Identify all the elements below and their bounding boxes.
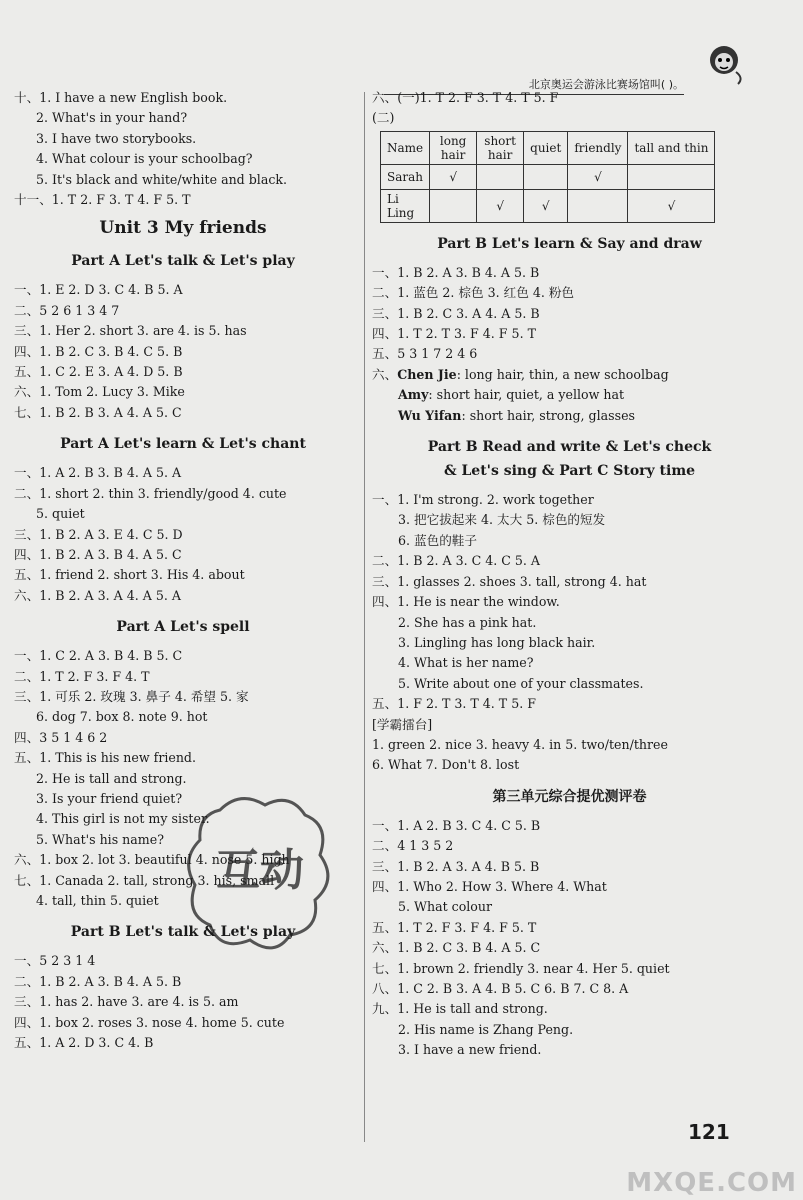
- answer-line: 五、1. C 2. E 3. A 4. D 5. B: [14, 364, 183, 380]
- answer-line: 4. tall, thin 5. quiet: [36, 893, 159, 908]
- section-answers: [372, 490, 767, 776]
- person-name: Chen Jie: [397, 366, 457, 382]
- table-header-cell: long hair: [430, 131, 477, 164]
- answer-line: 九、1. He is tall and strong.: [372, 1001, 548, 1017]
- section-title: Part A Let's spell: [116, 619, 250, 636]
- section-title: Part B Let's learn & Say and draw: [437, 235, 702, 252]
- answer-line: 3. Is your friend quiet?: [36, 790, 183, 806]
- answer-line: 二、4 1 3 5 2: [372, 838, 454, 854]
- table-header-cell: tall and thin: [628, 131, 715, 164]
- prev-unit-answers: [14, 88, 352, 210]
- table-cell: √: [628, 189, 715, 222]
- description-line: Wu Yifan: short hair, strong, glasses: [398, 407, 635, 423]
- answer-line: 一、1. B 2. A 3. B 4. A 5. B: [372, 264, 540, 280]
- answer-line: 七、1. brown 2. friendly 3. near 4. Her 5. quiet: [372, 960, 670, 976]
- answer-line: 三、1. glasses 2. shoes 3. tall, strong 4. hat: [372, 573, 647, 589]
- answer-line: 七、1. B 2. B 3. A 4. A 5. C: [14, 404, 182, 420]
- table-cell: √: [568, 164, 628, 189]
- table-cell: [628, 164, 715, 189]
- answer-line: 四、1. box 2. roses 3. nose 4. home 5. cute: [14, 1014, 285, 1030]
- table-cell: [477, 164, 524, 189]
- section-title: & Let's sing & Part C Story time: [443, 463, 696, 480]
- answer-line: 4. This girl is not my sister.: [36, 811, 210, 827]
- answer-line: 一、1. E 2. D 3. C 4. B 5. A: [14, 282, 183, 298]
- answer-line: (二): [372, 110, 395, 126]
- answer-line: 六、1. Tom 2. Lucy 3. Mike: [14, 384, 185, 400]
- section-title: Part A Let's talk & Let's play: [71, 253, 295, 270]
- answer-line: 四、1. B 2. C 3. B 4. C 5. B: [14, 343, 183, 359]
- description-line: 六、Chen Jie: long hair, thin, a new schoolbag: [372, 366, 669, 382]
- answer-line: 二、1. B 2. A 3. C 4. C 5. A: [372, 553, 541, 569]
- table-cell: [568, 189, 628, 222]
- stamp-text: 互动: [216, 845, 304, 896]
- answer-line: 六、1. B 2. A 3. A 4. A 5. A: [14, 587, 181, 603]
- answer-line: 十、1. I have a new English book.: [14, 90, 228, 105]
- table-row: [381, 189, 715, 222]
- table-cell: [524, 164, 568, 189]
- section-title: 第三单元综合提优测评卷: [492, 788, 647, 805]
- answer-line: 一、1. C 2. A 3. B 4. B 5. C: [14, 648, 183, 664]
- answer-line: 四、1. Who 2. How 3. Where 4. What: [372, 878, 607, 894]
- answer-line: 4. What is her name?: [398, 655, 534, 671]
- answer-line: 6. 蓝色的鞋子: [398, 532, 477, 548]
- monkey-icon: [688, 38, 744, 86]
- answer-line: 一、1. I'm strong. 2. work together: [372, 492, 594, 508]
- answer-line: 五、1. friend 2. short 3. His 4. about: [14, 567, 245, 583]
- table-cell: √: [477, 189, 524, 222]
- answer-line: 五、5 3 1 7 2 4 6: [372, 346, 478, 362]
- table-cell: √: [524, 189, 568, 222]
- answer-line: 一、1. A 2. B 3. B 4. A 5. A: [14, 465, 182, 481]
- table-header-cell: short hair: [477, 131, 524, 164]
- section-answers: [372, 816, 767, 1061]
- answer-line: 5. Write about one of your classmates.: [398, 675, 644, 691]
- section-answers: [14, 951, 352, 1053]
- header-question: 北京奥运会游泳比赛场馆叫( )。: [528, 78, 684, 91]
- answer-line: 四、3 5 1 4 6 2: [14, 729, 108, 745]
- answer-line: 二、1. T 2. F 3. F 4. T: [14, 668, 150, 684]
- person-name: Amy: [398, 387, 429, 403]
- section-title: Part A Let's learn & Let's chant: [60, 436, 306, 453]
- answer-line: 三、1. B 2. C 3. A 4. A 5. B: [372, 305, 540, 321]
- answer-line: 八、1. C 2. B 3. A 4. B 5. C 6. B 7. C 8. A: [372, 981, 629, 996]
- answer-line: 2. What's in your hand?: [36, 110, 188, 126]
- answer-line: 二、1. B 2. A 3. B 4. A 5. B: [14, 973, 182, 989]
- answer-line: 5. quiet: [36, 506, 85, 522]
- answer-line: 2. She has a pink hat.: [398, 614, 537, 630]
- table-header-cell: Name: [381, 131, 430, 164]
- answer-line: 一、1. A 2. B 3. C 4. C 5. B: [372, 817, 541, 833]
- answer-line: 三、1. has 2. have 3. are 4. is 5. am: [14, 994, 239, 1010]
- answer-line: 6. What 7. Don't 8. lost: [372, 757, 520, 773]
- answer-line: 二、1. short 2. thin 3. friendly/good 4. cute: [14, 485, 287, 501]
- answer-line: 3. I have a new friend.: [398, 1042, 542, 1058]
- answer-line: 三、1. 可乐 2. 玫瑰 3. 鼻子 4. 希望 5. 家: [14, 688, 249, 704]
- section-title: Part B Let's talk & Let's play: [70, 924, 296, 941]
- answer-line: [学霸擂台]: [372, 716, 433, 732]
- site-watermark: MXQE.COM: [626, 1168, 797, 1198]
- answer-line: 七、1. Canada 2. tall, strong 3. his, small: [14, 872, 275, 888]
- answer-line: 六、1. B 2. C 3. B 4. A 5. C: [372, 940, 541, 956]
- unit-title: Unit 3 My friends: [99, 218, 267, 239]
- answer-line: 四、1. He is near the window.: [372, 594, 560, 610]
- table-header-cell: quiet: [524, 131, 568, 164]
- section-answers: [14, 280, 352, 423]
- answer-line: 二、1. 蓝色 2. 棕色 3. 红色 4. 粉色: [372, 285, 575, 301]
- right-column: [372, 88, 767, 1061]
- page-number: 121: [688, 1120, 730, 1144]
- answer-line: 一、5 2 3 1 4: [14, 953, 96, 969]
- section-answers: [372, 263, 767, 365]
- answer-table: [380, 131, 715, 223]
- answer-line: 5. What colour: [398, 899, 493, 915]
- answer-line: 四、1. B 2. A 3. B 4. A 5. C: [14, 546, 182, 562]
- person-name: Wu Yifan: [398, 407, 462, 423]
- answer-line: 十一、1. T 2. F 3. T 4. F 5. T: [14, 192, 191, 208]
- description-line: Amy: short hair, quiet, a yellow hat: [398, 387, 625, 403]
- answer-line: 3. 把它拔起来 4. 太大 5. 棕色的短发: [398, 512, 606, 528]
- answer-line: 2. His name is Zhang Peng.: [398, 1021, 574, 1037]
- table-cell: √: [430, 164, 477, 189]
- answer-line: 三、1. Her 2. short 3. are 4. is 5. has: [14, 323, 247, 339]
- section-title: Part B Read and write & Let's check: [427, 439, 712, 456]
- answer-line: 六、(一)1. T 2. F 3. T 4. T 5. F: [372, 90, 559, 105]
- answer-line: 三、1. B 2. A 3. E 4. C 5. D: [14, 526, 183, 542]
- answer-line: 二、5 2 6 1 3 4 7: [14, 302, 120, 318]
- answer-line: 五、1. T 2. F 3. F 4. F 5. T: [372, 919, 537, 935]
- answer-line: 5. It's black and white/white and black.: [36, 171, 288, 187]
- answer-line: 1. green 2. nice 3. heavy 4. in 5. two/ten/three: [372, 736, 668, 752]
- column-divider: [364, 92, 365, 1142]
- section-answers: [14, 463, 352, 606]
- answer-line: 2. He is tall and strong.: [36, 770, 187, 786]
- description-answers: [372, 365, 767, 426]
- table-cell: Sarah: [381, 164, 430, 189]
- answer-line: 三、1. B 2. A 3. A 4. B 5. B: [372, 858, 540, 874]
- table-cell: Li Ling: [381, 189, 430, 222]
- answer-line: 六、1. box 2. lot 3. beautiful 4. nose 5. high: [14, 852, 290, 868]
- table-header-cell: friendly: [568, 131, 628, 164]
- table-row: [381, 164, 715, 189]
- stamp-watermark: [180, 790, 340, 960]
- answer-line: 四、1. T 2. T 3. F 4. F 5. T: [372, 326, 536, 342]
- answer-line: 3. Lingling has long black hair.: [398, 634, 596, 650]
- answer-line: 五、1. A 2. D 3. C 4. B: [14, 1035, 154, 1051]
- answer-line: 4. What colour is your schoolbag?: [36, 151, 253, 167]
- answer-line: 五、1. This is his new friend.: [14, 750, 196, 766]
- answer-line: 五、1. F 2. T 3. T 4. T 5. F: [372, 696, 536, 712]
- answer-line: 6. dog 7. box 8. note 9. hot: [36, 709, 208, 725]
- table-cell: [430, 189, 477, 222]
- answer-line: 5. What's his name?: [36, 831, 164, 847]
- answer-line: 3. I have two storybooks.: [36, 130, 197, 146]
